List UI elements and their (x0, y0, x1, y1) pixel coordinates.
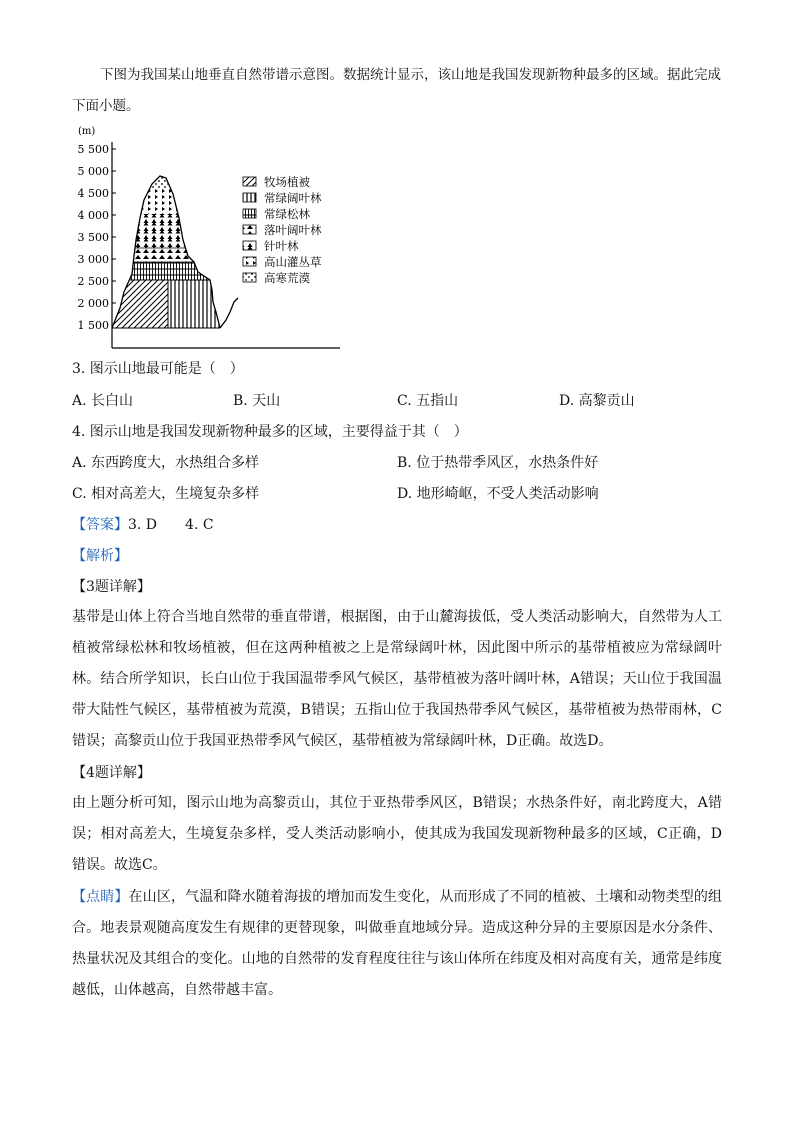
q3-option-d: D. 高黎贡山 (559, 393, 635, 409)
legend-item: 高山灌丛草 (264, 255, 322, 269)
intro-text: 下图为我国某山地垂直自然带谱示意图。数据统计显示，该山地是我国发现新物种最多的区域。据此完成下面小题。 (72, 67, 721, 114)
question-3-stem: 3. 图示山地最可能是（ ） (72, 361, 244, 377)
detail-3-text: 基带是山体上符合当地自然带的垂直带谱，根据图，由于山麓海拔低，受人类活动影响大，自然带为人工植被常绿松林和牧场植被，但在这两种植被之上是常绿阔叶林，因此图中所示的基带植被应为常绿阔叶林。结合所学知识，长白山位于我国温带季风气候区，基带植被为落叶阔叶林，A错误；天山位于我国温带大陆性气候区，基带植被为荒漠，B错误；五指山位于我国热带季风气候区，基带植被为热带雨林，C错误；高黎贡山位于我国亚热带季风气候区，基带植被为常绿阔叶林，D正确。故选D。 (72, 609, 722, 749)
analysis-tag: 【解析】 (72, 548, 128, 564)
y-axis-ticks (78, 143, 117, 332)
q4-option-a: A. 东西跨度大，水热组合多样 (72, 455, 260, 471)
legend (243, 175, 322, 285)
legend-item: 针叶林 (264, 239, 299, 253)
q4-option-b: B. 位于热带季风区，水热条件好 (397, 455, 599, 471)
legend-item: 常绿阔叶林 (264, 191, 322, 205)
y-tick-label: 4 000 (77, 209, 109, 222)
y-tick-label: 1 500 (77, 319, 109, 332)
detail-4-tag: 【4题详解】 (72, 765, 151, 781)
y-tick-label: 2 500 (77, 275, 109, 288)
tip-text: 在山区，气温和降水随着海拔的增加而发生变化，从而形成了不同的植被、土壤和动物类型的组合。地表景观随高度发生有规律的更替现象，叫做垂直地域分异。造成这种分异的主要原因是水分条件、热量状况及其组合的变化。山地的自然带的发育程度往往与该山体所在纬度及相对高度有关，通常是纬度越低，山体越高，自然带越丰富。 (72, 889, 723, 998)
tip-tag: 【点睛】 (72, 889, 129, 905)
y-tick-label: 2 000 (77, 297, 109, 310)
detail-3-tag: 【3题详解】 (72, 579, 151, 595)
answer-line (72, 514, 214, 534)
y-tick-label: 5 500 (77, 143, 109, 156)
legend-item: 高寒荒漠 (264, 271, 310, 285)
tip-paragraph (72, 882, 722, 1006)
q3-option-a: A. 长白山 (72, 393, 134, 409)
y-tick-label: 4 500 (77, 187, 109, 200)
detail-4-text: 由上题分析可知，图示山地为高黎贡山，其位于亚热带季风区，B错误；水热条件好，南北跨度大，A错误；相对高差大，生境复杂多样，受人类活动影响小，使其成为我国发现新物种最多的区域，C正确，D错误。故选C。 (72, 795, 722, 873)
legend-item: 常绿松林 (264, 207, 310, 221)
y-axis-unit: (m) (78, 126, 96, 137)
answer-text: 3. D 4. C (128, 517, 214, 533)
y-tick-label: 5 000 (77, 165, 109, 178)
q3-option-c: C. 五指山 (397, 393, 459, 409)
question-4-stem: 4. 图示山地是我国发现新物种最多的区域，主要得益于其（ ） (72, 424, 468, 440)
legend-item: 牧场植被 (264, 175, 310, 189)
vertical-zone-figure (70, 122, 370, 352)
y-tick-label: 3 500 (77, 231, 109, 244)
answer-tag: 【答案】 (72, 517, 128, 533)
legend-item: 落叶阔叶林 (264, 223, 322, 237)
y-tick-label: 3 000 (77, 253, 109, 266)
q4-option-d: D. 地形崎岖，不受人类活动影响 (397, 486, 599, 502)
q4-option-c: C. 相对高差大，生境复杂多样 (72, 486, 260, 502)
q3-option-b: B. 天山 (233, 393, 281, 409)
